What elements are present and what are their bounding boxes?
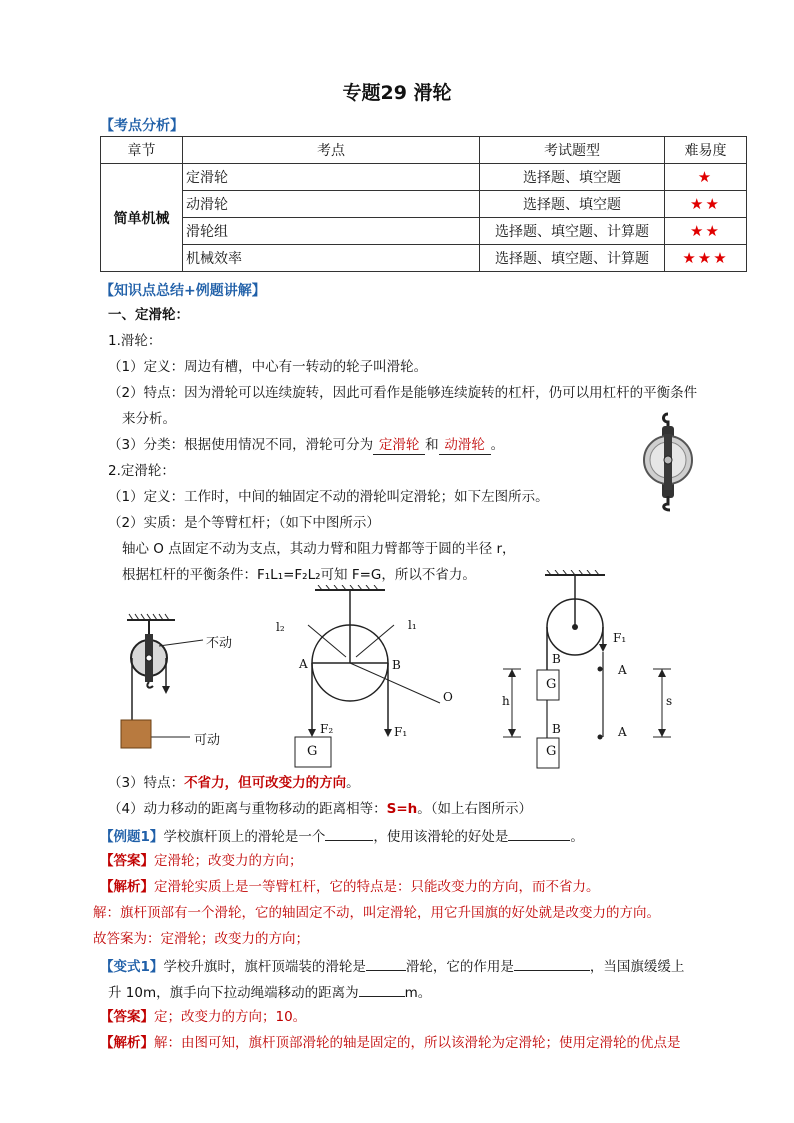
section-exam-analysis: 【考点分析】 bbox=[100, 118, 184, 134]
difficulty-stars: ★ bbox=[665, 164, 747, 191]
para-balance: 根据杠杆的平衡条件：F₁L₁=F₂L₂可知 F=G，所以不省力。 bbox=[122, 567, 476, 583]
variant-1-tag: 【变式1】 bbox=[100, 959, 164, 975]
type-cell: 选择题、填空题、计算题 bbox=[480, 245, 665, 272]
para-characteristic bbox=[108, 774, 360, 792]
para-distance bbox=[108, 800, 532, 818]
label-A: A bbox=[299, 657, 308, 671]
variant-1-cont-end: m。 bbox=[404, 985, 432, 1001]
variant-1-text-c: ，当国旗缓缓上 bbox=[589, 959, 685, 975]
variant-1-text-b: 滑轮，它的作用是 bbox=[405, 959, 514, 975]
label-l1: l₁ bbox=[408, 618, 417, 632]
label-right-A1: A bbox=[618, 663, 627, 677]
analysis-1-text: 定滑轮实质上是一等臂杠杆，它的特点是：只能改变力的方向，而不省力。 bbox=[154, 879, 600, 895]
para-axis: 轴心 O 点固定不动为支点，其动力臂和阻力臂都等于圆的半径 r， bbox=[122, 541, 516, 557]
variant-1-cont-text: 升 10m，旗手向下拉动绳端移动的距离为 bbox=[108, 985, 359, 1001]
label-right-s: s bbox=[666, 694, 673, 708]
label-right-F1: F₁ bbox=[613, 631, 627, 645]
page-title: 专题29 滑轮 bbox=[342, 82, 452, 104]
label-right-B2: B bbox=[552, 722, 561, 736]
classify-answer-b: 动滑轮 bbox=[439, 436, 491, 455]
point-cell: 机械效率 bbox=[183, 245, 480, 272]
label-F2: F₂ bbox=[320, 722, 334, 736]
solution-1: 解：旗杆顶部有一个滑轮，它的轴固定不动，叫定滑轮，用它升国旗的好处就是改变力的方向。 bbox=[93, 905, 660, 921]
answer-2-text: 定；改变力的方向；10。 bbox=[154, 1009, 307, 1025]
header-difficulty: 难易度 bbox=[665, 137, 747, 164]
type-cell: 选择题、填空题 bbox=[480, 164, 665, 191]
analysis-1 bbox=[100, 878, 600, 896]
example-1-text-a: 学校旗杆顶上的滑轮是一个 bbox=[163, 829, 326, 845]
header-point: 考点 bbox=[183, 137, 480, 164]
label-right-A2: A bbox=[618, 725, 627, 739]
table-row bbox=[101, 164, 747, 191]
answer-1 bbox=[100, 852, 303, 870]
exam-points-table bbox=[100, 136, 747, 272]
char-end: 。 bbox=[346, 775, 360, 791]
answer-1-text: 定滑轮；改变力的方向； bbox=[154, 853, 303, 869]
pulley-illustration bbox=[640, 412, 700, 512]
distance-end: 。（如上右图所示） bbox=[417, 801, 532, 817]
label-B: B bbox=[392, 658, 401, 672]
table-row bbox=[101, 191, 747, 218]
classify-mid: 和 bbox=[425, 437, 439, 453]
label-movable: 可动 bbox=[194, 733, 221, 748]
answer-2 bbox=[100, 1008, 306, 1026]
header-chapter: 章节 bbox=[101, 137, 183, 164]
analysis-2 bbox=[100, 1034, 681, 1052]
variant-1-blank-b bbox=[514, 956, 590, 971]
heading-fixed-pulley: 一、定滑轮： bbox=[108, 307, 189, 323]
example-1-end: 。 bbox=[570, 829, 584, 845]
difficulty-stars: ★★★ bbox=[665, 245, 747, 272]
para-feature: （2）特点：因为滑轮可以连续旋转，因此可看作是能够连续旋转的杠杆，仍可以用杠杆的平衡条件 bbox=[108, 385, 698, 401]
label-right-B1: B bbox=[552, 652, 561, 666]
distance-text: （4）动力移动的距离与重物移动的距离相等： bbox=[108, 801, 387, 817]
answer-2-tag: 【答案】 bbox=[100, 1009, 154, 1025]
solution-1-final: 故答案为：定滑轮；改变力的方向； bbox=[93, 931, 309, 947]
example-1-text-b: ，使用该滑轮的好处是 bbox=[373, 829, 509, 845]
label-G: G bbox=[307, 744, 318, 759]
fig-equal-arm-lever bbox=[270, 585, 470, 770]
para-essence: （2）实质：是个等臂杠杆；（如下中图所示） bbox=[108, 515, 380, 531]
analysis-2-text: 解：由图可知，旗杆顶部滑轮的轴是固定的，所以该滑轮为定滑轮；使用定滑轮的优点是 bbox=[154, 1035, 681, 1051]
variant-1 bbox=[100, 956, 684, 976]
type-cell: 选择题、填空题、计算题 bbox=[480, 218, 665, 245]
example-1 bbox=[100, 826, 584, 846]
difficulty-stars: ★★ bbox=[665, 191, 747, 218]
answer-1-tag: 【答案】 bbox=[100, 853, 154, 869]
para-feature-cont: 来分析。 bbox=[122, 411, 176, 427]
analysis-1-tag: 【解析】 bbox=[100, 879, 154, 895]
fig-distance-equal bbox=[495, 570, 695, 775]
point-cell: 滑轮组 bbox=[183, 218, 480, 245]
example-1-blank-a bbox=[325, 826, 373, 841]
section-knowledge: 【知识点总结+例题讲解】 bbox=[100, 283, 266, 299]
variant-1-blank-a bbox=[366, 956, 406, 971]
label-fixed: 不动 bbox=[206, 636, 233, 651]
char-text: （3）特点： bbox=[108, 775, 185, 791]
analysis-2-tag: 【解析】 bbox=[100, 1035, 154, 1051]
type-cell: 选择题、填空题 bbox=[480, 191, 665, 218]
label-right-G1: G bbox=[546, 677, 557, 692]
classify-answer-a: 定滑轮 bbox=[373, 436, 425, 455]
example-1-tag: 【例题1】 bbox=[100, 829, 164, 845]
table-row bbox=[101, 245, 747, 272]
label-right-h: h bbox=[502, 694, 510, 708]
para-pulley: 1.滑轮： bbox=[108, 333, 162, 349]
char-highlight: 不省力，但可改变力的方向 bbox=[184, 775, 347, 791]
label-O: O bbox=[443, 690, 453, 704]
example-1-blank-b bbox=[508, 826, 570, 841]
variant-1-cont bbox=[108, 982, 431, 1002]
para-fixed-def: （1）定义：工作时，中间的轴固定不动的滑轮叫定滑轮；如下左图所示。 bbox=[108, 489, 549, 505]
para-fixed: 2.定滑轮： bbox=[108, 463, 175, 479]
label-F1: F₁ bbox=[394, 725, 408, 739]
table-row bbox=[101, 218, 747, 245]
point-cell: 定滑轮 bbox=[183, 164, 480, 191]
difficulty-stars: ★★ bbox=[665, 218, 747, 245]
label-l2: l₂ bbox=[276, 620, 285, 634]
para-definition: （1）定义：周边有槽，中心有一转动的轮子叫滑轮。 bbox=[108, 359, 428, 375]
variant-1-text-a: 学校升旗时，旗杆顶端装的滑轮是 bbox=[163, 959, 366, 975]
table-header-row bbox=[101, 137, 747, 164]
point-cell: 动滑轮 bbox=[183, 191, 480, 218]
label-right-G2: G bbox=[546, 744, 557, 759]
header-type: 考试题型 bbox=[480, 137, 665, 164]
variant-1-blank-c bbox=[359, 982, 405, 997]
chapter-cell: 简单机械 bbox=[101, 164, 183, 272]
classify-text: （3）分类：根据使用情况不同，滑轮可分为 bbox=[108, 437, 374, 453]
classify-end: 。 bbox=[490, 437, 505, 453]
para-classify bbox=[108, 436, 504, 455]
distance-highlight: S=h bbox=[386, 801, 418, 817]
